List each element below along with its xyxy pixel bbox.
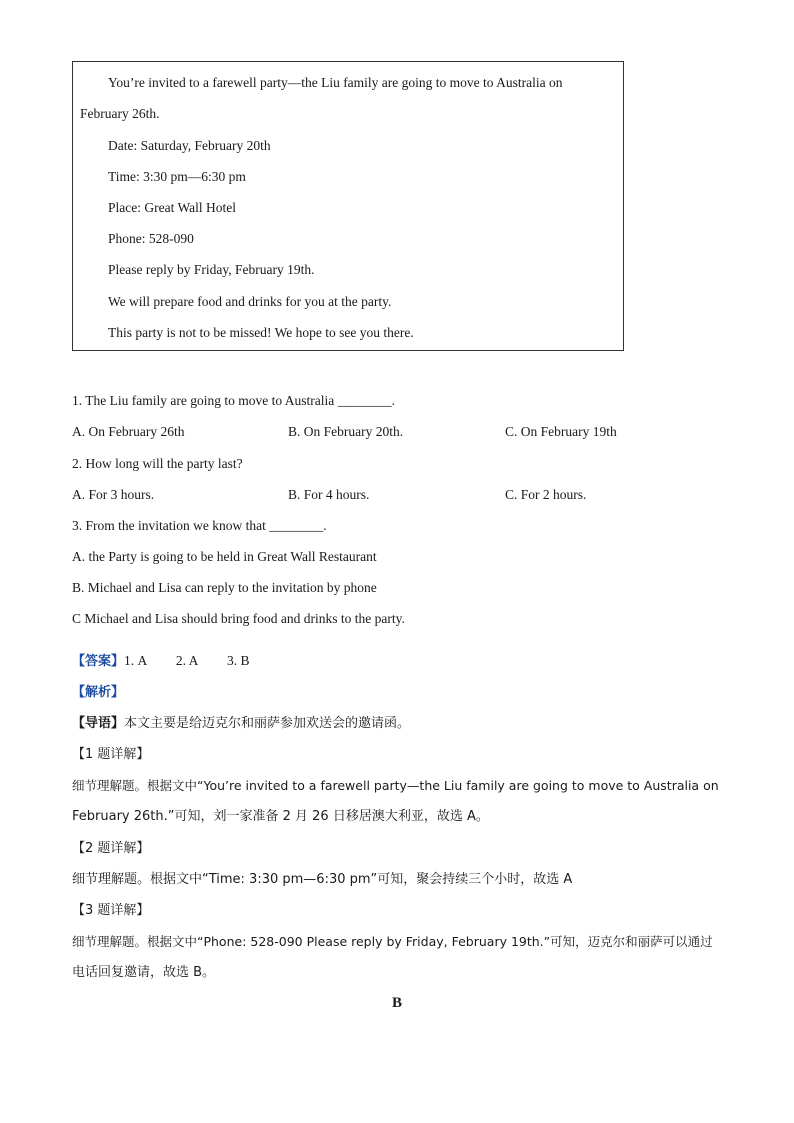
answer-2: 2. A: [175, 653, 198, 668]
guide-label: 【导语】: [72, 716, 125, 731]
invitation-reply: Please reply by Friday, February 19th.: [108, 262, 315, 277]
q3-detail-line1: 细节理解题。根据文中“Phone: 528-090 Please reply by Friday, February 19th.”可知，迈克尔和丽萨可以通过: [72, 934, 713, 949]
question-1-option-c: C. On February 19th: [505, 424, 617, 439]
invitation-intro-line2: February 26th.: [80, 106, 160, 121]
q1-detail-label: 【1 题详解】: [72, 747, 150, 762]
question-2-option-b: B. For 4 hours.: [288, 487, 370, 502]
question-3-stem: 3. From the invitation we know that ________.: [72, 518, 327, 533]
q2-detail-line1: 细节理解题。根据文中“Time: 3:30 pm—6:30 pm”可知，聚会持续三个小时，故选 A: [72, 872, 573, 887]
answer-3: 3. B: [227, 653, 250, 668]
analysis-label: 【解析】: [72, 685, 125, 700]
q3-detail-label: 【3 题详解】: [72, 903, 150, 918]
invitation-date: Date: Saturday, February 20th: [108, 138, 271, 153]
question-2-stem: 2. How long will the party last?: [72, 456, 243, 471]
invitation-phone: Phone: 528-090: [108, 231, 194, 246]
guide-row: [72, 715, 410, 733]
question-3-option-c: C Michael and Lisa should bring food and drinks to the party.: [72, 611, 405, 626]
question-3-option-a: A. the Party is going to be held in Great Wall Restaurant: [72, 549, 377, 564]
question-1-option-a: A. On February 26th: [72, 424, 185, 439]
guide-text: 本文主要是给迈克尔和丽萨参加欢送会的邀请函。: [124, 716, 411, 731]
section-letter: B: [391, 995, 402, 1011]
invitation-intro-line1: You’re invited to a farewell party—the Liu family are going to move to Australia on: [108, 75, 563, 90]
invitation-food: We will prepare food and drinks for you at the party.: [108, 294, 392, 309]
invitation-closing: This party is not to be missed! We hope to see you there.: [108, 325, 414, 340]
q1-detail-line2: February 26th.”可知，刘一家准备 2 月 26 日移居澳大利亚，故选 A。: [72, 809, 489, 824]
question-1-option-b: B. On February 20th.: [288, 424, 404, 439]
answer-row: [72, 652, 250, 671]
q3-detail-line2: 电话回复邀请，故选 B。: [72, 965, 216, 980]
question-3-option-b: B. Michael and Lisa can reply to the invitation by phone: [72, 580, 377, 595]
q1-detail-line1: 细节理解题。根据文中“You’re invited to a farewell party—the Liu family are going to move to Australia on: [72, 778, 719, 793]
question-2-option-c: C. For 2 hours.: [505, 487, 587, 502]
answer-label: 【答案】: [72, 654, 125, 669]
invitation-time: Time: 3:30 pm—6:30 pm: [108, 169, 246, 184]
answer-1: 1. A: [124, 653, 147, 668]
q2-detail-label: 【2 题详解】: [72, 841, 150, 856]
invitation-place: Place: Great Wall Hotel: [108, 200, 236, 215]
question-1-stem: 1. The Liu family are going to move to Australia ________.: [72, 393, 395, 408]
question-2-option-a: A. For 3 hours.: [72, 487, 155, 502]
